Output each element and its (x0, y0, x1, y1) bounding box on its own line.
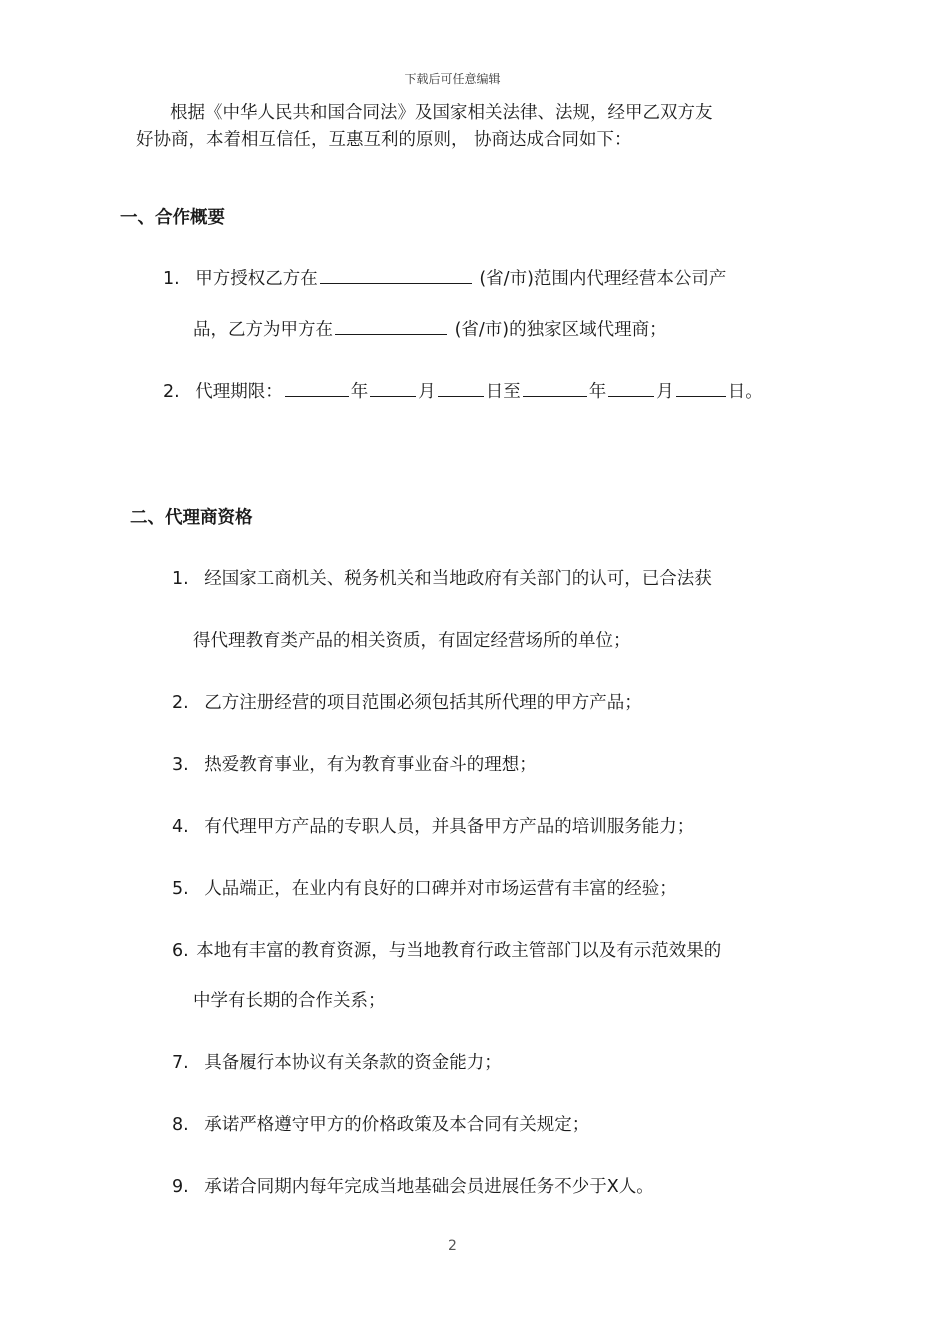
end-month-blank[interactable] (608, 378, 654, 397)
item-text: 具备履行本协议有关条款的资金能力； (204, 1053, 502, 1073)
item-text: 热爱教育事业，有为教育事业奋斗的理想； (204, 755, 537, 775)
region-blank[interactable] (335, 316, 447, 335)
item-text: 乙方注册经营的项目范围必须包括其所代理的甲方产品； (204, 693, 642, 713)
start-day-blank[interactable] (438, 378, 484, 397)
item-number: 1. (163, 269, 180, 289)
item-number: 8. (172, 1115, 189, 1135)
section-2-item-2 (172, 690, 642, 716)
section-2-item-1 (172, 566, 712, 592)
item-number: 3. (172, 755, 189, 775)
end-day-blank[interactable] (676, 378, 726, 397)
period-label: 代理期限： (195, 382, 283, 402)
item-number: 5. (172, 879, 189, 899)
start-year-blank[interactable] (285, 378, 349, 397)
header-note: 下载后可任意编辑 (404, 72, 501, 86)
section-2-item-6 (172, 938, 721, 964)
item-number: 9. (172, 1177, 189, 1197)
start-month-blank[interactable] (370, 378, 416, 397)
section-2-item-7 (172, 1050, 502, 1076)
section-1-item-2 (163, 378, 763, 405)
intro-line-1: 根据《中华人民共和国合同法》及国家相关法律、法规，经甲乙双方友 (170, 103, 713, 123)
item-text: 有代理甲方产品的专职人员，并具备甲方产品的培训服务能力； (204, 817, 695, 837)
item-text: 本地有丰富的教育资源，与当地教育行政主管部门以及有示范效果的 (196, 941, 722, 961)
item-number: 4. (172, 817, 189, 837)
section-2-item-3 (172, 752, 537, 778)
month-label: 月 (418, 382, 436, 402)
item-text: 承诺严格遵守甲方的价格政策及本合同有关规定； (204, 1115, 590, 1135)
month-label: 月 (656, 382, 674, 402)
province-blank[interactable] (320, 265, 472, 284)
section-1-heading: 一、合作概要 (120, 208, 225, 228)
item-text: 经国家工商机关、税务机关和当地政府有关部门的认可，已合法获 (204, 569, 712, 589)
day-to-label: 日至 (485, 382, 521, 402)
section-2-item-4 (172, 814, 694, 840)
section-2-item-8 (172, 1112, 589, 1138)
section-2-item-9 (172, 1174, 654, 1200)
item-number: 7. (172, 1053, 189, 1073)
item-text: (省/市)的独家区域代理商； (454, 320, 667, 340)
year-label: 年 (588, 382, 607, 402)
item-text: 品，乙方为甲方在 (193, 320, 333, 340)
item-text: 甲方授权乙方在 (195, 269, 318, 289)
item-number: 1. (172, 569, 189, 589)
item-text: 人品端正，在业内有良好的口碑并对市场运营有丰富的经验； (204, 879, 677, 899)
item-number: 2. (172, 693, 189, 713)
section-2-heading: 二、代理商资格 (130, 508, 253, 528)
item-text: (省/市)范围内代理经营本公司产 (479, 269, 727, 289)
section-2-item-5 (172, 876, 677, 902)
section-1-item-1 (163, 265, 726, 292)
day-label: 日。 (727, 382, 763, 402)
item-number: 6. (172, 941, 189, 961)
end-year-blank[interactable] (523, 378, 587, 397)
item-number: 2. (163, 382, 180, 402)
section-2-item-1-line-2: 得代理教育类产品的相关资质，有固定经营场所的单位； (193, 631, 631, 651)
intro-line-2: 好协商，本着相互信任，互惠互利的原则， 协商达成合同如下： (136, 130, 632, 150)
item-text: 承诺合同期内每年完成当地基础会员进展任务不少于X人。 (204, 1177, 654, 1197)
year-label: 年 (350, 382, 369, 402)
page-number: 2 (448, 1238, 457, 1254)
section-1-item-1-line-2 (193, 316, 667, 343)
section-2-item-6-line-2: 中学有长期的合作关系； (193, 991, 386, 1011)
